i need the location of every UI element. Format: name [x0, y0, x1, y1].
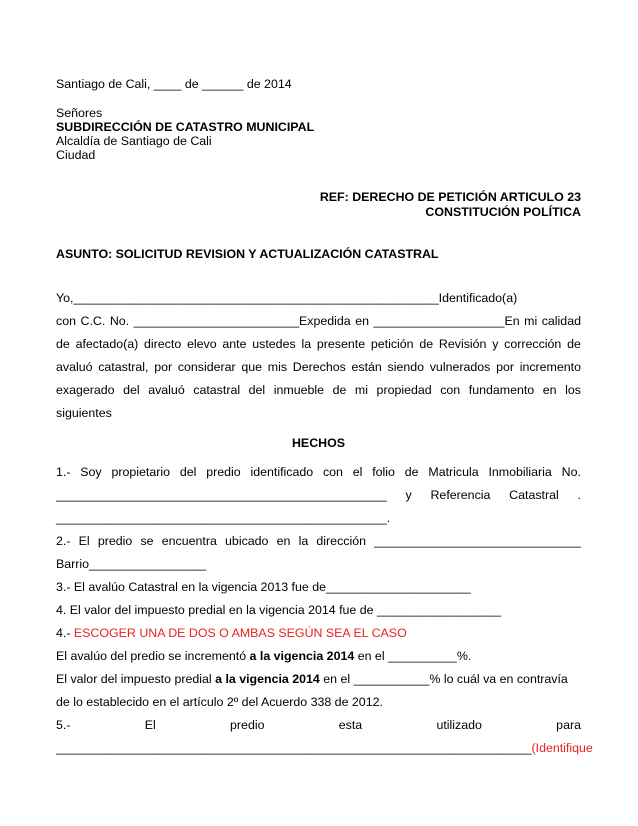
- hecho-5-line-1: 5.- El predio esta utilizado para: [56, 718, 581, 732]
- recipient-city: Ciudad: [56, 148, 96, 162]
- hecho-3: 3.- El avalúo Catastral en la vigencia 2013 fue de_____________________: [56, 580, 471, 594]
- hecho-4-choice: 4.- ESCOGER UNA DE DOS O AMBAS SEGÚN SEA EL CASO: [56, 626, 407, 640]
- hecho-2-line-1: 2.- El predio se encuentra ubicado en la dirección ______________________________: [56, 534, 581, 548]
- hecho-4-option-a: El avalúo del predio se incrementó a la vigencia 2014 en el __________%.: [56, 649, 472, 663]
- date-line: Santiago de Cali, ____ de ______ de 2014: [56, 77, 292, 91]
- document-page: [56, 0, 593, 826]
- hecho-4: 4. El valor del impuesto predial en la vigencia 2014 fue de __________________: [56, 603, 502, 617]
- hecho-5-line-2: _____________________________________________________________________ (Identifique: [56, 741, 593, 755]
- body-line-1: Yo,_____________________________________________________Identificado(a): [56, 291, 518, 305]
- body-line-2: con C.C. No. ________________________Expedida en ___________________En mi calidad: [56, 314, 581, 328]
- hecho-2-line-2: Barrio_________________: [56, 557, 207, 571]
- body-line-5: exagerado del avaluó catastral del inmueble de mi propiedad con fundamento en los: [56, 383, 581, 397]
- hecho-4-option-b: El valor del impuesto predial a la vigencia 2014 en el ___________% lo cuál va en contravía: [56, 672, 568, 686]
- hecho-1-line-3: ________________________________________________.: [56, 511, 391, 525]
- choice-instruction: ESCOGER UNA DE DOS O AMBAS SEGÚN SEA EL CASO: [73, 626, 407, 640]
- hecho-1-line-1: 1.- Soy propietario del predio identificado con el folio de Matricula Inmobiliaria No.: [56, 465, 581, 479]
- ref-line-1: REF: DERECHO DE PETICIÓN ARTICULO 23: [319, 190, 581, 204]
- body-line-3: de afectado(a) directo elevo ante ustedes la presente petición de Revisión y corrección de: [56, 337, 581, 351]
- hechos-title: HECHOS: [291, 436, 345, 450]
- subject-line: ASUNTO: SOLICITUD REVISION Y ACTUALIZACIÓN CATASTRAL: [56, 247, 439, 261]
- salutation: Señores: [56, 106, 103, 120]
- body-line-6: siguientes: [56, 406, 112, 420]
- ref-line-2: CONSTITUCIÓN POLÍTICA: [425, 205, 581, 219]
- hecho-4-option-b-cont: de lo establecido en el artículo 2º del Acuerdo 338 de 2012.: [56, 695, 383, 709]
- recipient-entity: Alcaldía de Santiago de Cali: [56, 134, 212, 148]
- recipient-org: SUBDIRECCIÓN DE CATASTRO MUNICIPAL: [56, 120, 315, 134]
- body-line-4: avaluó catastral, por considerar que mis Derechos están siendo vulnerados por incremento: [56, 360, 581, 374]
- hecho-1-line-2: ________________________________________________ y Referencia Catastral .: [56, 488, 581, 502]
- identify-instruction: (Identifique: [531, 741, 593, 755]
